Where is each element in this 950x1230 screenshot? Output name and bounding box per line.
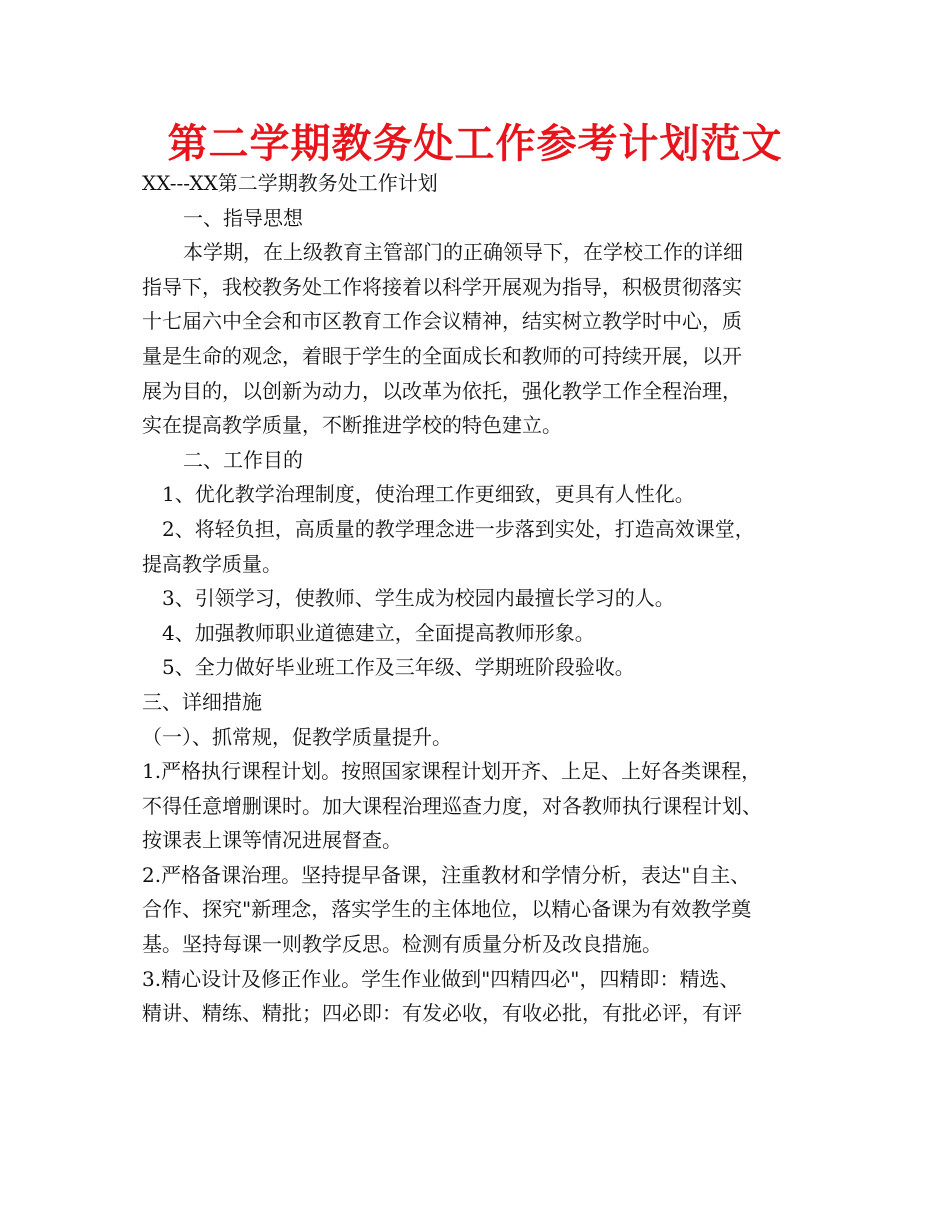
paragraph-line: 1.严格执行课程计划。按照国家课程计划开齐、上足、上好各类课程， [142, 759, 762, 784]
list-item: 1、优化教学治理制度，使治理工作更细致，更具有人性化。 [162, 482, 695, 507]
list-item: 3、引领学习，使教师、学生成为校园内最擅长学习的人。 [162, 586, 675, 611]
paragraph-line: 量是生命的观念，着眼于学生的全面成长和教师的可持续开展，以开 [142, 343, 742, 368]
paragraph-line: 3.精心设计及修正作业。学生作业做到"四精四必"，四精即：精选、 [142, 966, 740, 991]
paragraph-line: 按课表上课等情况进展督查。 [142, 828, 402, 853]
list-item: 4、加强教师职业道德建立，全面提高教师形象。 [162, 620, 595, 645]
paragraph-line: 基。坚持每课一则教学反思。检测有质量分析及改良措施。 [142, 932, 662, 957]
paragraph-line: 精讲、精练、精批；四必即：有发必收，有收必批，有批必评，有评 [142, 1001, 742, 1026]
paragraph-line: 十七届六中全会和市区教育工作会议精神，结实树立教学时中心，质 [142, 309, 742, 334]
subsection-heading: （一）、抓常规，促教学质量提升。 [142, 724, 452, 749]
list-item-continuation: 提高教学质量。 [142, 551, 282, 576]
paragraph-line: 指导下，我校教务处工作将接着以科学开展观为指导，积极贯彻落实 [142, 274, 742, 299]
document-body [142, 166, 828, 1031]
section-heading: 一、指导思想 [183, 205, 303, 230]
paragraph-line: 展为目的，以创新为动力，以改革为依托，强化教学工作全程治理， [142, 378, 742, 403]
paragraph-line: 不得任意增删课时。加大课程治理巡查力度，对各教师执行课程计划、 [142, 793, 762, 818]
list-item: 5、全力做好毕业班工作及三年级、学期班阶段验收。 [162, 655, 635, 680]
document-title: 第二学期教务处工作参考计划范文 [167, 121, 783, 167]
list-item: 2、将轻负担，高质量的教学理念进一步落到实处，打造高效课堂， [162, 516, 755, 541]
paragraph-line: 本学期，在上级教育主管部门的正确领导下，在学校工作的详细 [183, 240, 743, 265]
paragraph-line: 合作、探究"新理念，落实学生的主体地位，以精心备课为有效教学奠 [142, 897, 752, 922]
subtitle-line: XX---XX第二学期教务处工作计划 [142, 171, 438, 195]
paragraph-line: 实在提高教学质量，不断推进学校的特色建立。 [142, 413, 562, 438]
paragraph-line: 2.严格备课治理。坚持提早备课，注重教材和学情分析，表达"自主、 [142, 862, 751, 887]
section-heading: 二、工作目的 [183, 447, 303, 472]
section-heading: 三、详细措施 [142, 689, 262, 714]
